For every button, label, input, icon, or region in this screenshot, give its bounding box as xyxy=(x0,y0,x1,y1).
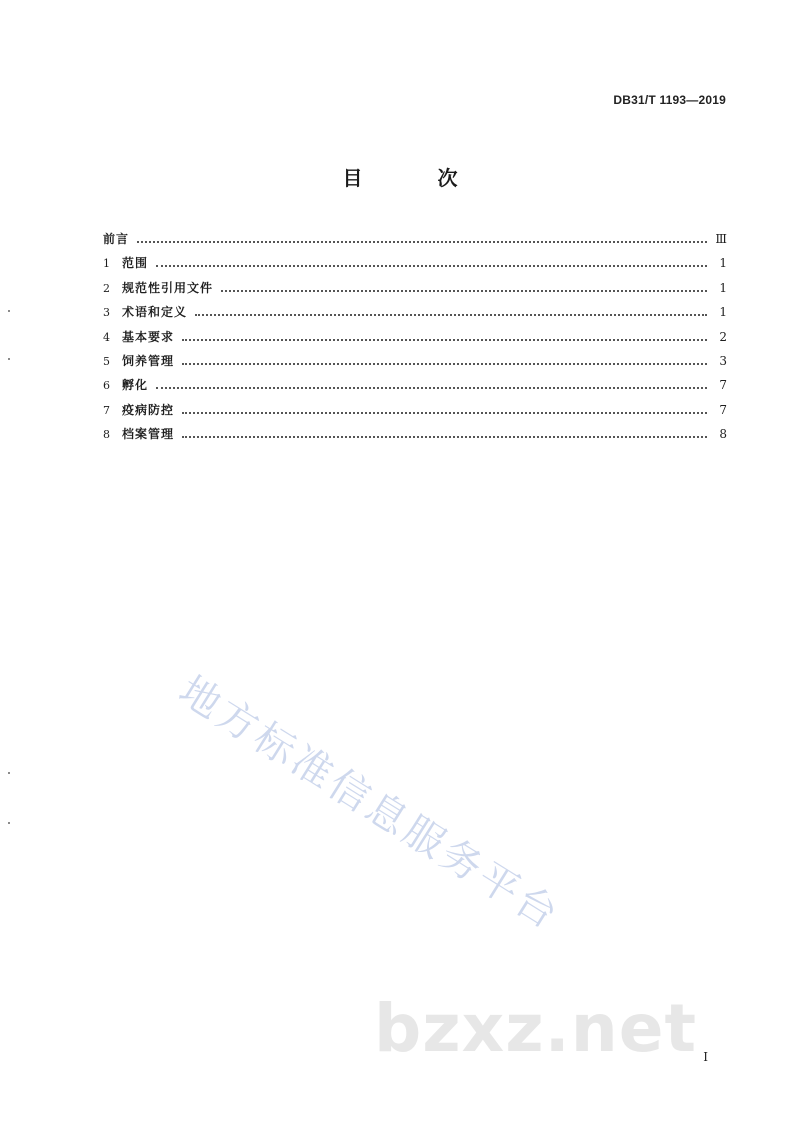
toc-entry-page: 1 xyxy=(719,256,727,271)
table-of-contents xyxy=(103,230,727,450)
page-number: I xyxy=(703,1050,708,1064)
toc-entry-title: 前言 xyxy=(103,232,130,246)
scan-artifact xyxy=(8,358,10,360)
toc-entry-number: 6 xyxy=(103,379,110,393)
platform-watermark: 地方标准信息服务平台 xyxy=(170,667,569,940)
toc-entry-page: 1 xyxy=(719,280,727,295)
scan-artifact xyxy=(8,772,10,774)
scan-artifact xyxy=(8,822,10,824)
toc-leader xyxy=(156,387,707,389)
toc-entry-basic-requirements[interactable] xyxy=(103,328,727,352)
toc-entry-title: 档案管理 xyxy=(122,427,175,442)
scan-artifact xyxy=(8,310,10,312)
toc-entry-title: 饲养管理 xyxy=(122,353,175,368)
toc-entry-page: 7 xyxy=(719,402,727,417)
toc-entry-title: 基本要求 xyxy=(122,329,175,344)
toc-leader xyxy=(182,436,707,438)
toc-entry-title: 孵化 xyxy=(122,378,149,393)
toc-leader xyxy=(182,363,707,365)
toc-leader xyxy=(195,314,707,316)
toc-leader xyxy=(182,412,707,414)
document-code: DB31/T 1193—2019 xyxy=(613,93,726,107)
site-watermark: bzxz.net xyxy=(374,990,698,1067)
toc-entry-records-management[interactable] xyxy=(103,425,727,449)
toc-entry-title: 规范性引用文件 xyxy=(122,280,214,295)
toc-entry-incubation[interactable] xyxy=(103,376,727,400)
toc-entry-number: 7 xyxy=(103,403,110,417)
toc-entry-number: 8 xyxy=(103,428,110,442)
toc-entry-title: 术语和定义 xyxy=(122,305,188,320)
toc-entry-page: 7 xyxy=(719,378,727,393)
toc-entry-feeding-management[interactable] xyxy=(103,352,727,376)
toc-entry-page: Ⅲ xyxy=(715,232,727,246)
toc-entry-number: 4 xyxy=(103,330,110,344)
toc-leader xyxy=(137,241,707,243)
toc-entry-scope[interactable] xyxy=(103,254,727,278)
toc-entry-number: 3 xyxy=(103,306,110,320)
toc-entry-page: 8 xyxy=(719,427,727,442)
toc-entry-page: 3 xyxy=(719,353,727,368)
toc-leader xyxy=(156,265,707,267)
toc-entry-page: 2 xyxy=(719,329,727,344)
toc-entry-number: 5 xyxy=(103,354,110,368)
toc-leader xyxy=(221,290,707,292)
toc-entry-normative-references[interactable] xyxy=(103,279,727,303)
toc-entry-title: 疫病防控 xyxy=(122,402,175,417)
toc-heading: 目 次 xyxy=(342,166,492,190)
toc-entry-terms-definitions[interactable] xyxy=(103,303,727,327)
toc-entry-foreword[interactable] xyxy=(103,230,727,254)
toc-entry-number: 1 xyxy=(103,257,110,271)
toc-entry-title: 范围 xyxy=(122,256,149,271)
toc-entry-number: 2 xyxy=(103,281,110,295)
toc-leader xyxy=(182,339,707,341)
toc-entry-page: 1 xyxy=(719,305,727,320)
toc-entry-disease-control[interactable] xyxy=(103,401,727,425)
